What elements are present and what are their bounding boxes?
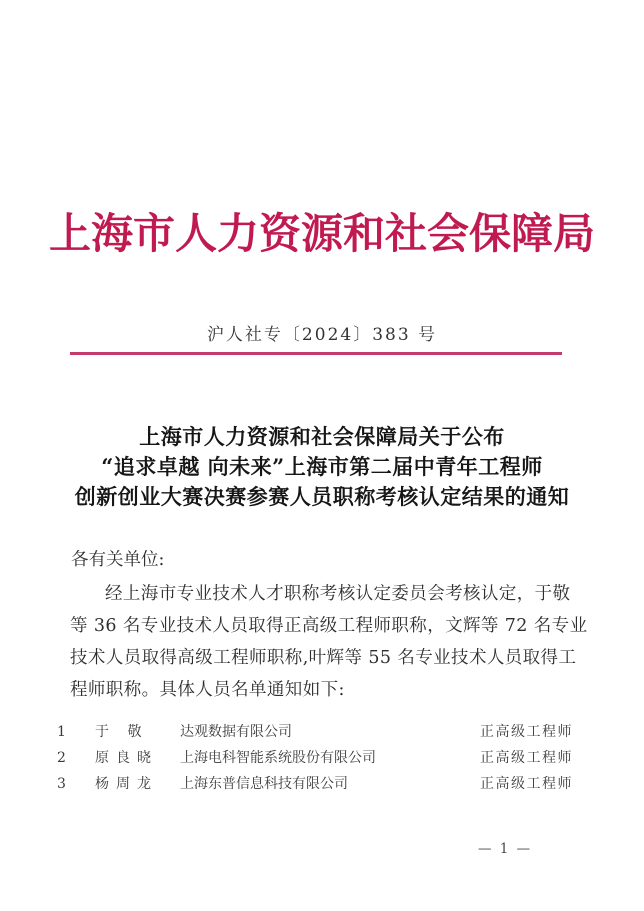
agency-title: 上海市人力资源和社会保障局 <box>48 209 595 258</box>
roster-person-name: 原良晓 <box>95 750 158 766</box>
doc-number: 沪人社专〔2024〕383 号 <box>206 325 438 345</box>
body-paragraph <box>70 578 588 706</box>
roster-company: 上海电科智能系统股份有限公司 <box>180 750 376 766</box>
body-line-1: 经上海市专业技术人才职称考核认定委员会考核认定，于敬 <box>105 584 571 604</box>
red-divider-line <box>70 352 562 355</box>
roster-person-name: 于 敬 <box>95 724 149 740</box>
roster-company: 达观数据有限公司 <box>180 724 292 740</box>
roster-row <box>0 771 644 797</box>
notice-title <box>52 422 592 512</box>
roster-awarded-title: 正高级工程师 <box>480 750 573 766</box>
roster-row <box>0 719 644 745</box>
roster-row-number: 2 <box>57 750 66 766</box>
body-line-4: 程师职称。具体人员名单通知如下: <box>70 680 345 700</box>
roster-awarded-title: 正高级工程师 <box>480 724 573 740</box>
roster-list <box>0 719 644 797</box>
body-line-3: 技术人员取得高级工程师职称,叶辉等 55 名专业技术人员取得工 <box>70 648 577 668</box>
body-line-2: 等 36 名专业技术人员取得正高级工程师职称，文辉等 72 名专业 <box>70 616 588 636</box>
roster-person-name: 杨周龙 <box>95 776 158 792</box>
notice-title-line-3: 创新创业大赛决赛参赛人员职称考核认定结果的通知 <box>74 484 570 509</box>
page-number: — 1 — <box>478 841 533 857</box>
roster-row-number: 3 <box>57 776 66 792</box>
notice-title-line-1: 上海市人力资源和社会保障局关于公布 <box>139 424 505 449</box>
notice-title-line-2: “追求卓越 向未来”上海市第二届中青年工程师 <box>101 454 543 479</box>
roster-row <box>0 745 644 771</box>
salutation: 各有关单位: <box>71 550 165 570</box>
roster-awarded-title: 正高级工程师 <box>480 776 573 792</box>
roster-company: 上海东普信息科技有限公司 <box>180 776 348 792</box>
roster-row-number: 1 <box>57 724 66 740</box>
